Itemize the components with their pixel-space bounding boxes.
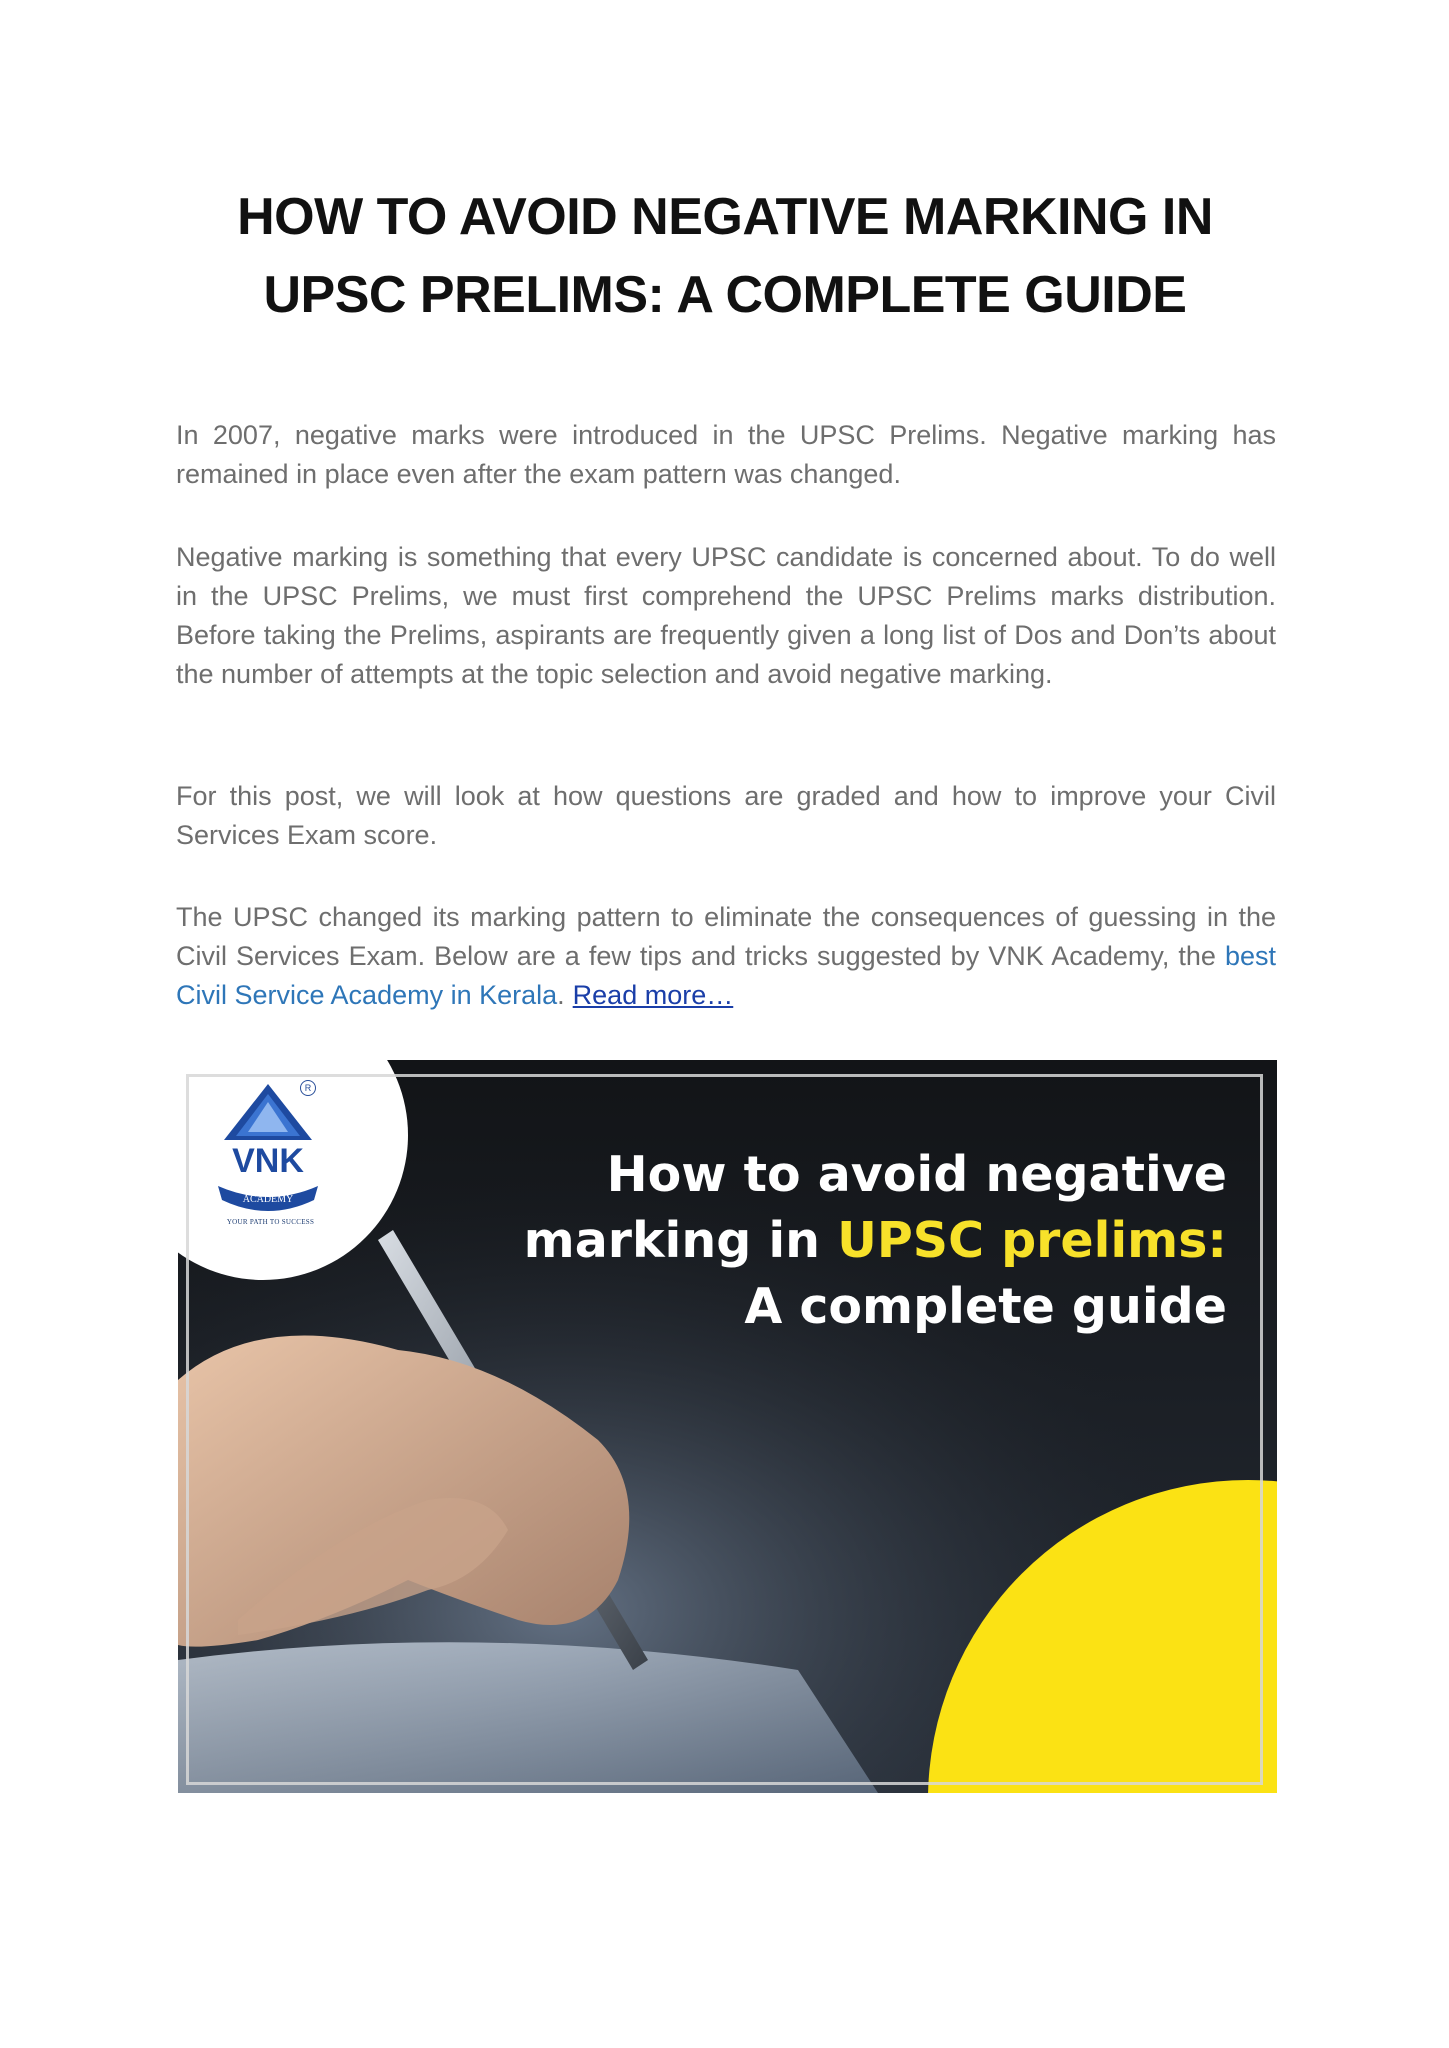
hero-image	[178, 1060, 1277, 1793]
hero-heading-line-3: A complete guide	[744, 1278, 1227, 1335]
academy-link[interactable]: best Civil Service Academy in Kerala	[176, 941, 1276, 1010]
page-title-line-1: HOW TO AVOID NEGATIVE MARKING IN	[237, 188, 1213, 246]
page-title	[175, 178, 1275, 334]
tips-paragraph-period: .	[557, 980, 565, 1010]
page-title-line-2: UPSC PRELIMS: A COMPLETE GUIDE	[263, 266, 1187, 324]
hero-heading-line-1: How to avoid negative	[606, 1146, 1227, 1203]
hero-heading-line-2	[467, 1208, 1227, 1274]
vnk-logo-icon	[208, 1080, 328, 1230]
hero-heading-line-2-white: marking in	[523, 1212, 838, 1269]
post-summary-paragraph: For this post, we will look at how questions are graded and how to improve your Civil Services Exam score.	[176, 781, 1276, 850]
hero-heading-highlight: UPSC prelims:	[837, 1212, 1227, 1269]
hero-heading	[467, 1142, 1227, 1340]
tips-paragraph	[176, 898, 1276, 1015]
concern-paragraph: Negative marking is something that every UPSC candidate is concerned about. To do well in the UPSC Prelims, we must first comprehend the UPSC Prelims marks distribution. Before taking the Prelims, aspirants are frequently given a long list of Dos and Don’ts about the number of attempts at the topic selection and avoid negative marking.	[176, 542, 1276, 689]
svg-text:VNK: VNK	[232, 1142, 304, 1180]
svg-text:ACADEMY: ACADEMY	[242, 1194, 294, 1205]
read-more-link[interactable]: Read more…	[572, 980, 734, 1010]
logo-tagline: YOUR PATH TO SUCCESS	[226, 1218, 315, 1226]
registered-mark: R	[300, 1080, 316, 1096]
tips-paragraph-text: The UPSC changed its marking pattern to eliminate the consequences of guessing in the Civil Services Exam. Below are a few tips and tricks suggested by VNK Academy, the	[176, 902, 1276, 971]
intro-paragraph: In 2007, negative marks were introduced in the UPSC Prelims. Negative marking has remained in place even after the exam pattern was changed.	[176, 420, 1276, 489]
